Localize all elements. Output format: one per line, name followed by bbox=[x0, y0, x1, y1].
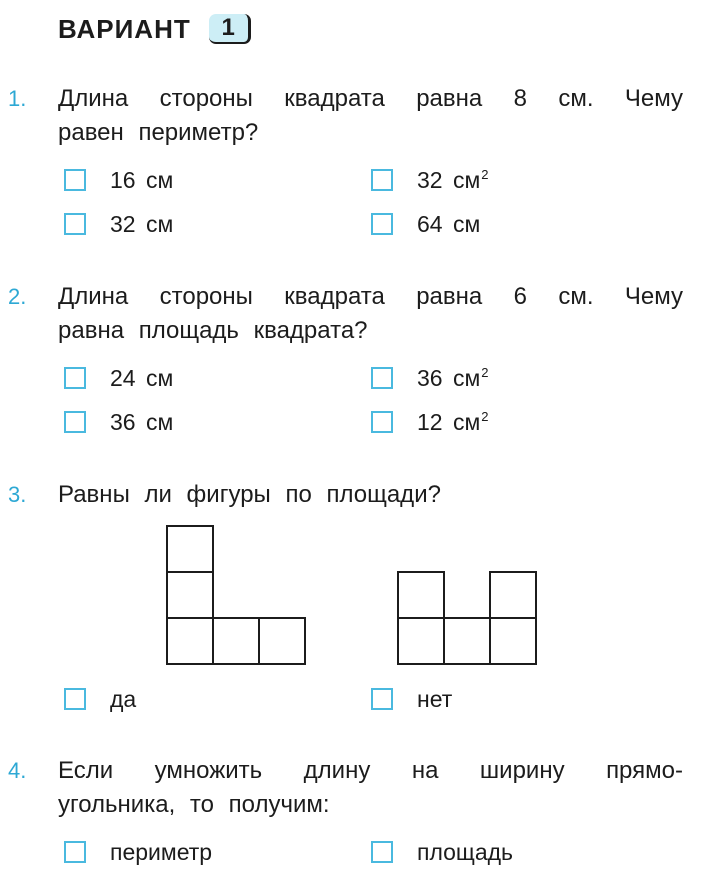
figure-u-shape bbox=[397, 571, 537, 665]
answer-label: да bbox=[110, 685, 137, 712]
answer-checkbox[interactable] bbox=[371, 213, 393, 235]
answer-label: 16 см bbox=[110, 166, 174, 193]
question-word: Чему bbox=[624, 283, 683, 310]
answer-option-no[interactable] bbox=[371, 684, 452, 714]
question-text-line-2: равен периметр? bbox=[58, 119, 259, 146]
question-word: на bbox=[411, 757, 439, 784]
question-word: ширину bbox=[479, 757, 565, 784]
question-text bbox=[58, 478, 697, 512]
answer-checkbox[interactable] bbox=[371, 169, 393, 191]
figure-cell bbox=[259, 618, 305, 664]
figure-cell bbox=[167, 618, 213, 664]
question-3 bbox=[8, 478, 697, 518]
question-number: 2. bbox=[8, 284, 27, 309]
question-word: Длина bbox=[58, 85, 129, 112]
question-word: см. bbox=[558, 283, 594, 310]
answer-checkbox[interactable] bbox=[64, 169, 86, 191]
worksheet-header bbox=[58, 14, 251, 44]
question-text bbox=[58, 754, 683, 822]
variant-number-badge: 1 bbox=[209, 14, 251, 44]
question-word: Длина bbox=[58, 283, 129, 310]
answer-label: 12 $см^2$ bbox=[417, 408, 489, 435]
question-word: Чему bbox=[624, 85, 683, 112]
figure-cell bbox=[444, 618, 490, 664]
answer-label: 24 см bbox=[110, 364, 174, 391]
question-word: Если bbox=[58, 757, 114, 784]
answer-option[interactable] bbox=[64, 165, 174, 195]
answer-option[interactable] bbox=[371, 363, 489, 393]
answer-label: периметр bbox=[110, 838, 213, 865]
figure-cell bbox=[398, 572, 444, 618]
answer-option[interactable] bbox=[64, 363, 174, 393]
figure-cell bbox=[490, 618, 536, 664]
answer-label: нет bbox=[417, 685, 453, 712]
figure-cell bbox=[398, 618, 444, 664]
answer-label: 64 см bbox=[417, 210, 481, 237]
answer-option-perimeter[interactable] bbox=[64, 837, 212, 867]
answer-checkbox[interactable] bbox=[64, 367, 86, 389]
answer-checkbox[interactable] bbox=[64, 213, 86, 235]
question-word: прямо- bbox=[606, 757, 683, 784]
answer-checkbox[interactable] bbox=[64, 688, 86, 710]
answer-option-area[interactable] bbox=[371, 837, 513, 867]
answer-option[interactable] bbox=[64, 209, 174, 239]
answer-option[interactable] bbox=[371, 165, 489, 195]
answer-checkbox[interactable] bbox=[371, 688, 393, 710]
question-text bbox=[58, 82, 683, 150]
question-text-line bbox=[58, 754, 683, 788]
figure-l-shape bbox=[166, 525, 306, 665]
question-word: 6 bbox=[513, 283, 527, 310]
answer-option-yes[interactable] bbox=[64, 684, 136, 714]
question-text-line-2: равна площадь квадрата? bbox=[58, 317, 368, 344]
question-word: стороны bbox=[159, 283, 253, 310]
question-word: стороны bbox=[159, 85, 253, 112]
answer-option[interactable] bbox=[371, 407, 489, 437]
answer-label: 36 см bbox=[110, 408, 174, 435]
question-word: квадрата bbox=[284, 85, 385, 112]
question-number: 1. bbox=[8, 86, 27, 111]
answer-label: площадь bbox=[417, 838, 514, 865]
answer-option[interactable] bbox=[371, 209, 481, 239]
question-text-line bbox=[58, 280, 683, 314]
question-4 bbox=[8, 754, 697, 834]
answer-checkbox[interactable] bbox=[371, 411, 393, 433]
figure-cell bbox=[167, 572, 213, 618]
question-word: см. bbox=[558, 85, 594, 112]
answer-checkbox[interactable] bbox=[371, 367, 393, 389]
question-word: умножить bbox=[154, 757, 263, 784]
question-word: 8 bbox=[513, 85, 527, 112]
answer-checkbox[interactable] bbox=[64, 841, 86, 863]
question-2 bbox=[8, 280, 697, 360]
answer-label: 32 см bbox=[110, 210, 174, 237]
answer-option[interactable] bbox=[64, 407, 174, 437]
question-number: 4. bbox=[8, 758, 27, 783]
question-text-line-1: Равны ли фигуры по площади? bbox=[58, 481, 441, 508]
question-word: длину bbox=[303, 757, 371, 784]
question-text-line bbox=[58, 82, 683, 116]
figure-cell bbox=[490, 572, 536, 618]
question-text bbox=[58, 280, 683, 348]
answer-label: 32 $см^2$ bbox=[417, 166, 489, 193]
figure-cell bbox=[167, 526, 213, 572]
question-word: квадрата bbox=[284, 283, 385, 310]
question-word: равна bbox=[416, 283, 483, 310]
question-number: 3. bbox=[8, 482, 27, 507]
question-word: равна bbox=[416, 85, 483, 112]
answer-checkbox[interactable] bbox=[371, 841, 393, 863]
answer-label: 36 $см^2$ bbox=[417, 364, 489, 391]
question-text-line-2: угольника, то получим: bbox=[58, 791, 330, 818]
figure-cell bbox=[213, 618, 259, 664]
variant-title: ВАРИАНТ bbox=[58, 14, 191, 44]
answer-checkbox[interactable] bbox=[64, 411, 86, 433]
